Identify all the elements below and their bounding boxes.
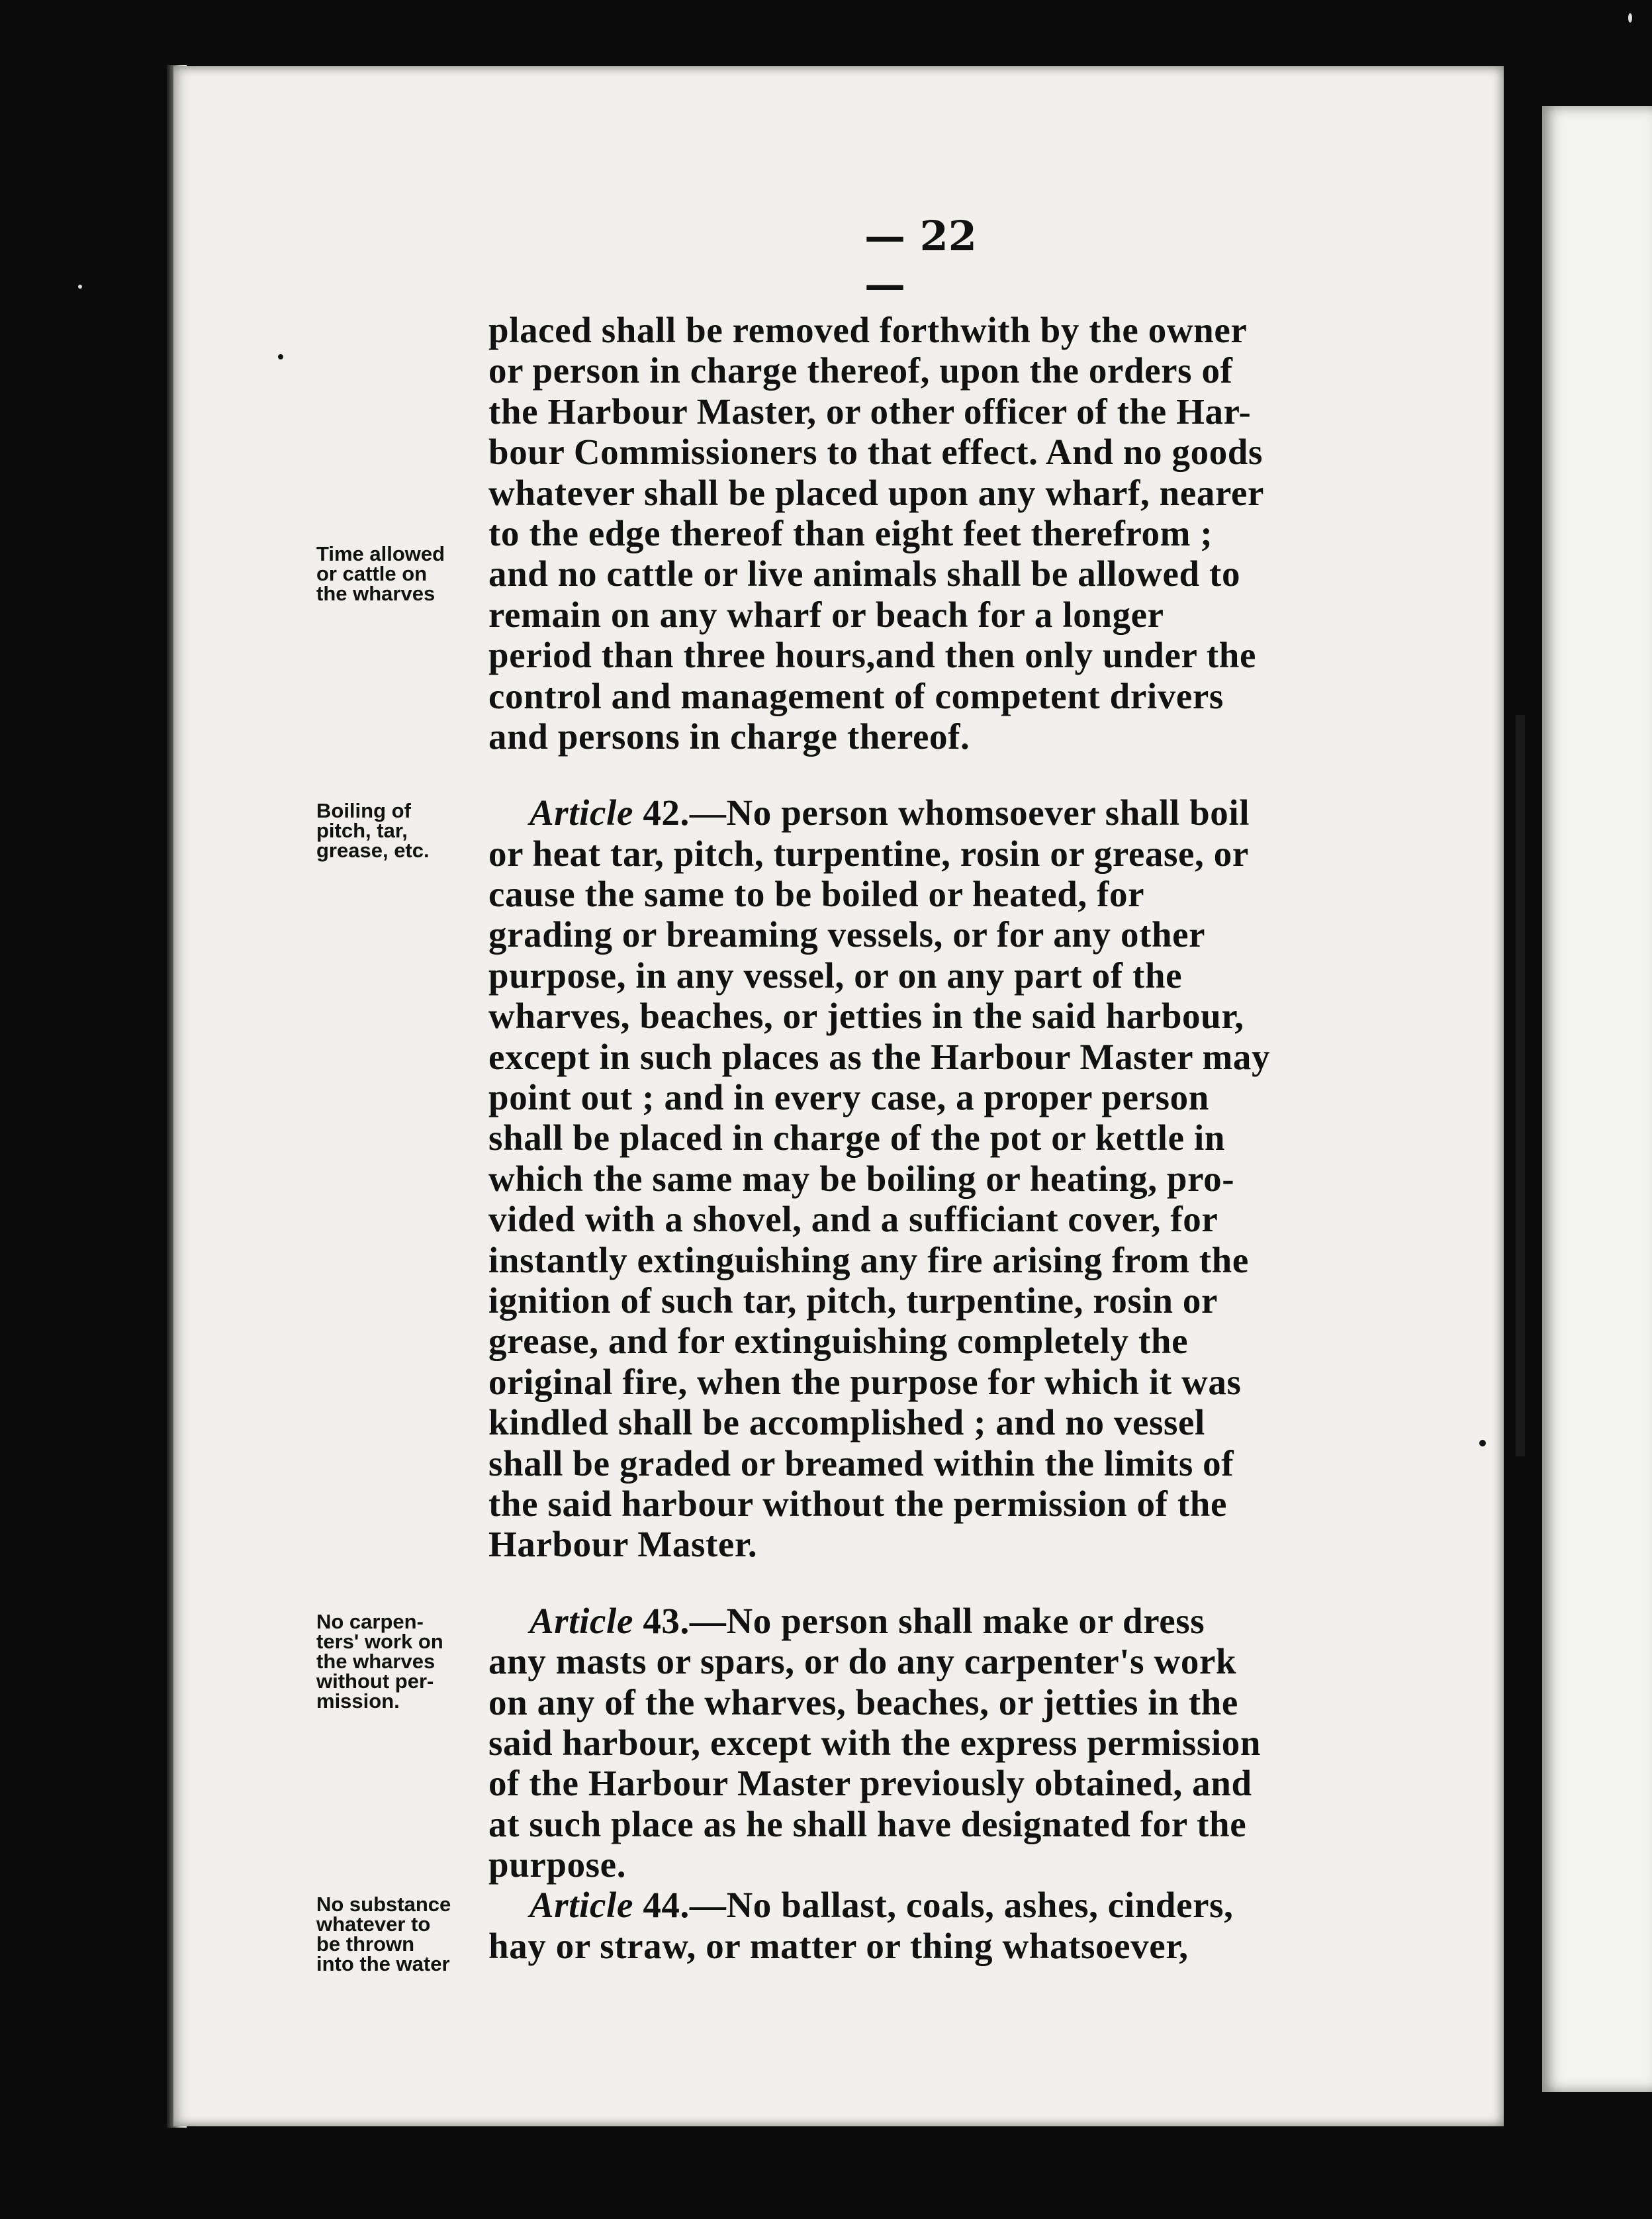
paragraph-gap	[488, 1565, 1366, 1601]
side-note-line: No substance	[316, 1893, 451, 1916]
text-line: whatever shall be placed upon any wharf, nearer	[488, 472, 1265, 513]
side-note-line: pitch, tar,	[316, 819, 408, 842]
facing-page-edge	[1542, 106, 1652, 2092]
side-note-line: into the water	[316, 1952, 450, 1975]
side-note-line: the wharves	[316, 582, 436, 605]
text-line: bour Commissioners to that effect. And no goods	[488, 432, 1263, 473]
side-note-line: without per-	[316, 1670, 434, 1693]
text-line: point out ; and in every case, a proper person	[488, 1077, 1209, 1118]
side-note-line: Boiling of	[316, 799, 411, 822]
text-line: and persons in charge thereof.	[488, 716, 970, 757]
text-line: cause the same to be boiled or heated, for	[488, 874, 1145, 915]
side-note-cattle	[316, 544, 495, 604]
text-line: Harbour Master.	[488, 1524, 758, 1565]
text-line: placed shall be removed forthwith by the owner	[488, 310, 1248, 350]
side-note-line: grease, etc.	[316, 839, 430, 862]
article-label: Article	[529, 1600, 633, 1641]
text-line: any masts or spars, or do any carpenter's work	[488, 1641, 1237, 1682]
text-line: original fire, when the purpose for which it was	[488, 1361, 1242, 1402]
text-line: remain on any wharf or beach for a longer	[488, 594, 1164, 635]
text-line: on any of the wharves, beaches, or jetties in the	[488, 1681, 1238, 1723]
body-text	[488, 310, 1366, 1966]
side-note-line: or cattle on	[316, 562, 428, 585]
side-note-line: ters' work on	[316, 1630, 443, 1653]
side-note-boiling	[316, 801, 495, 861]
text-line: instantly extinguishing any fire arising from the	[488, 1239, 1249, 1280]
text-line: purpose, in any vessel, or on any part of the	[488, 955, 1183, 996]
text-line: wharves, beaches, or jetties in the said harbour,	[488, 996, 1244, 1037]
article-label: Article	[529, 1885, 633, 1926]
text-line: except in such places as the Harbour Master may	[488, 1036, 1271, 1077]
scan-speck	[278, 354, 283, 359]
side-note-carpenters	[316, 1612, 495, 1711]
text-line: control and management of competent drivers	[488, 675, 1224, 716]
text-line: hay or straw, or matter or thing whatsoever,	[488, 1925, 1189, 1966]
scan-speck	[1479, 1440, 1486, 1446]
text-line: which the same may be boiling or heating, pro-	[488, 1158, 1235, 1199]
text-line: ignition of such tar, pitch, turpentine, rosin or	[488, 1280, 1218, 1321]
text-line: purpose.	[488, 1844, 627, 1885]
text-line: grease, and for extinguishing completely the	[488, 1321, 1189, 1362]
side-note-line: be thrown	[316, 1932, 415, 1956]
text-line: shall be placed in charge of the pot or kettle in	[488, 1117, 1226, 1158]
article-42-heading	[488, 792, 1366, 833]
text-line: 42.—No person whomsoever shall boil	[633, 792, 1250, 833]
text-line: and no cattle or live animals shall be allowed to	[488, 553, 1241, 594]
scan-speck	[1628, 13, 1632, 23]
article-44-heading	[488, 1885, 1366, 1925]
text-line: shall be graded or breamed within the limits of	[488, 1442, 1234, 1484]
text-line: of the Harbour Master previously obtained, and	[488, 1763, 1252, 1804]
text-line: said harbour, except with the express permission	[488, 1722, 1262, 1763]
text-line: vided with a shovel, and a sufficiant cover, for	[488, 1199, 1218, 1240]
text-line: kindled shall be accomplished ; and no vessel	[488, 1402, 1205, 1443]
article-label: Article	[529, 792, 633, 833]
side-note-line: No carpen-	[316, 1610, 424, 1633]
scan-speck	[78, 285, 82, 289]
side-note-substance	[316, 1895, 495, 1974]
text-line: the Harbour Master, or other officer of the Har-	[488, 391, 1252, 432]
side-note-line: whatever to	[316, 1912, 431, 1936]
article-43-heading	[488, 1601, 1366, 1641]
text-line: period than three hours,and then only under the	[488, 635, 1256, 676]
text-line: the said harbour without the permission of the	[488, 1483, 1227, 1524]
side-note-line: mission.	[316, 1689, 400, 1713]
paragraph-gap	[488, 757, 1366, 792]
page-shadow-edge	[1516, 715, 1525, 1456]
side-note-line: Time allowed	[316, 542, 445, 565]
text-line: or heat tar, pitch, turpentine, rosin or grease, or	[488, 833, 1249, 874]
text-line: at such place as he shall have designated for the	[488, 1803, 1247, 1844]
text-line: 43.—No person shall make or dress	[633, 1600, 1205, 1641]
text-line: or person in charge thereof, upon the orders of	[488, 350, 1233, 391]
text-line: 44.—No ballast, coals, ashes, cinders,	[633, 1885, 1234, 1926]
text-line: to the edge thereof than eight feet therefrom ;	[488, 512, 1213, 553]
side-note-line: the wharves	[316, 1650, 436, 1673]
text-line: grading or breaming vessels, or for any other	[488, 914, 1206, 955]
page-number: — 22 —	[864, 212, 977, 308]
